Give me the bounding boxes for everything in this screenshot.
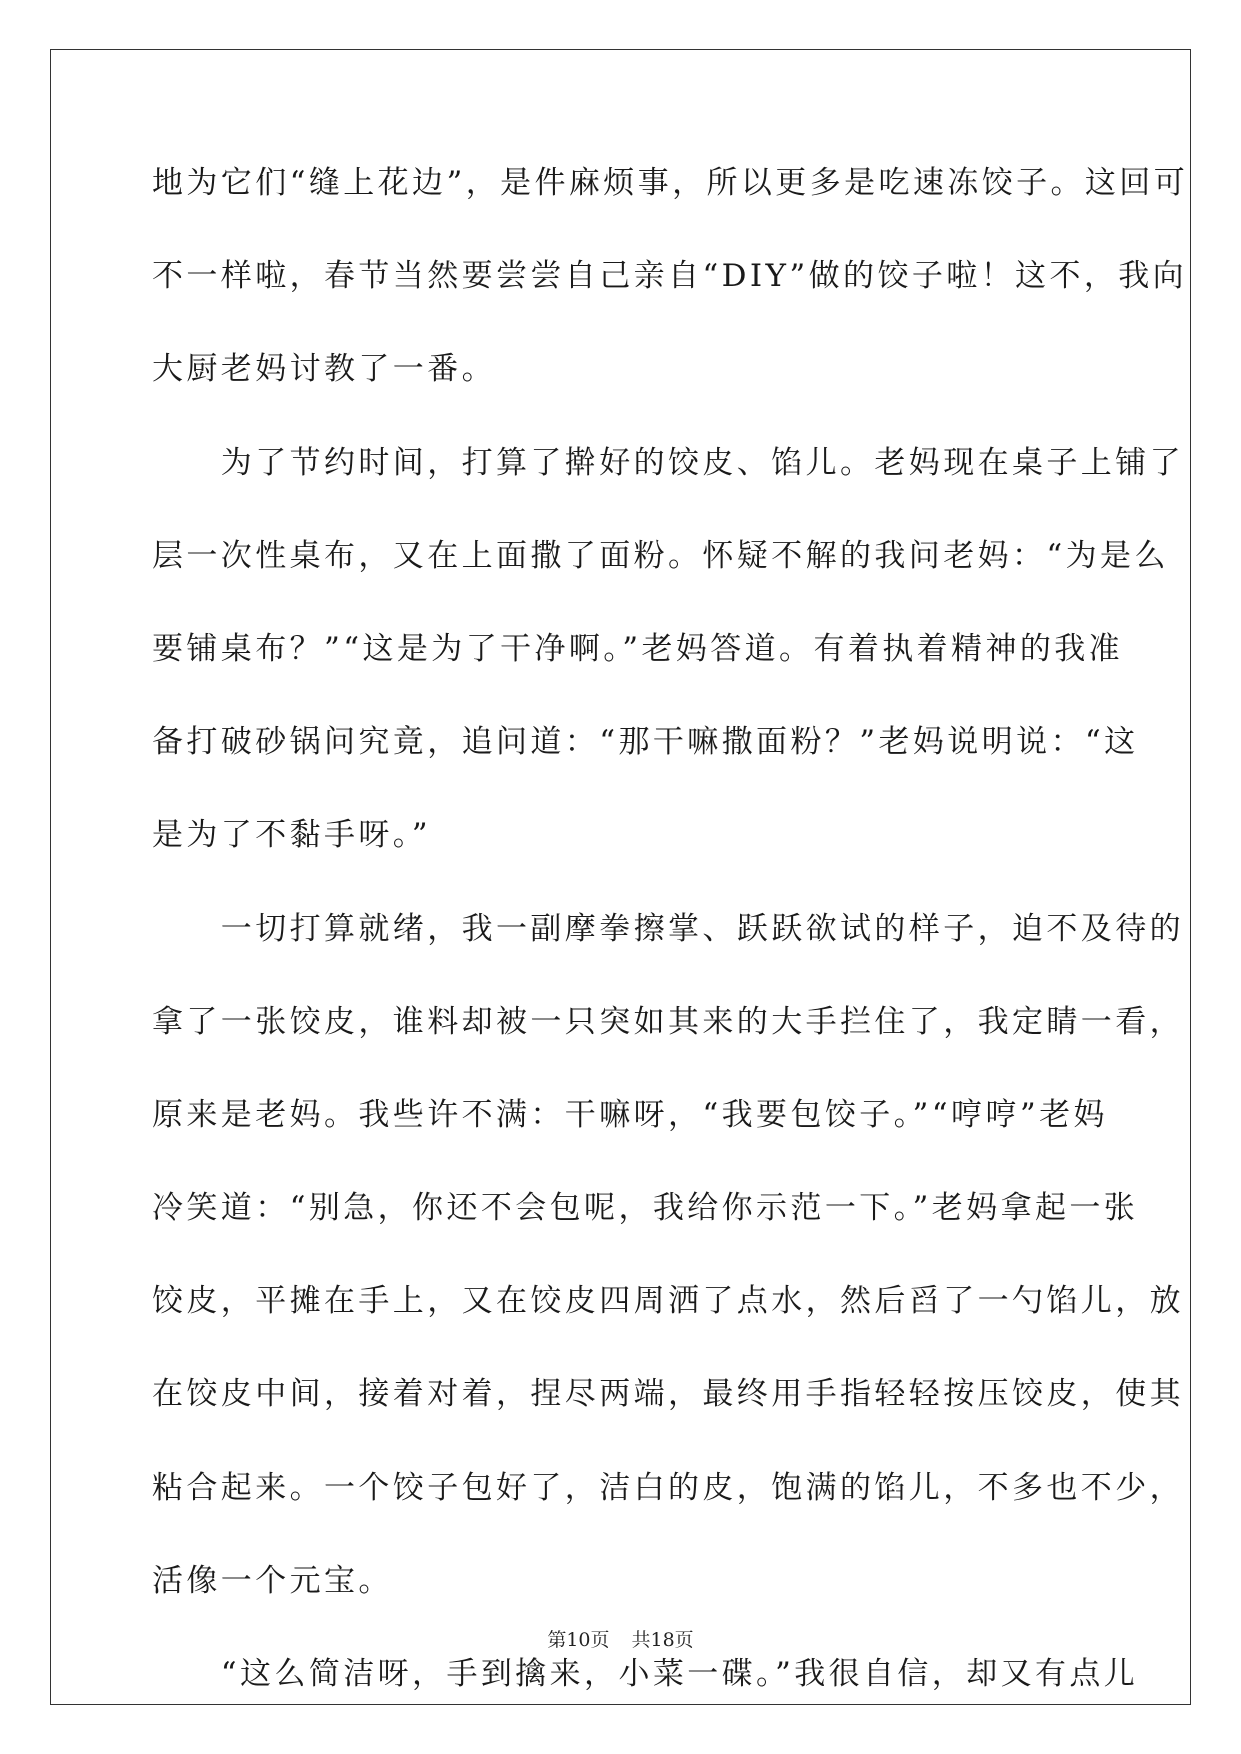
text-line: 拿了一张饺皮，谁料却被一只突如其来的大手拦住了，我定睛一看， <box>152 1003 1184 1040</box>
page-number-current: 第10页 <box>547 1629 610 1651</box>
text-line: 在饺皮中间，接着对着，捏尽两端，最终用手指轻轻按压饺皮，使其 <box>152 1376 1184 1413</box>
text-line: 大厨老妈讨教了一番。 <box>152 351 496 388</box>
text-line: 为了节约时间，打算了擀好的饺皮、馅儿。老妈现在桌子上铺了 <box>152 444 1184 481</box>
text-line: 冷笑道：“别急，你还不会包呢，我给你示范一下。”老妈拿起一张 <box>152 1190 1139 1227</box>
text-line: 一切打算就绪，我一副摩拳擦掌、跃跃欲试的样子，迫不及待的 <box>152 910 1184 947</box>
body-text <box>152 154 1189 1738</box>
text-line: 不一样啦，春节当然要尝尝自己亲自“DIY”做的饺子啦！这不，我向 <box>152 258 1188 295</box>
text-line: 活像一个元宝。 <box>152 1562 393 1599</box>
text-line: 饺皮，平摊在手上，又在饺皮四周洒了点水，然后舀了一勺馅儿，放 <box>152 1283 1184 1320</box>
text-line: 地为它们“缝上花边”，是件麻烦事，所以更多是吃速冻饺子。这回可 <box>152 165 1189 201</box>
text-line: 粘合起来。一个饺子包好了，洁白的皮，饱满的馅儿，不多也不少， <box>152 1469 1184 1506</box>
page-number-total: 共18页 <box>631 1629 694 1651</box>
text-line: “这么简洁呀，手到擒来，小菜一碟。”我很自信，却又有点儿 <box>152 1656 1139 1692</box>
text-line: 原来是老妈。我些许不满：干嘛呀，“我要包饺子。”“哼哼”老妈 <box>152 1096 1108 1133</box>
text-line: 要铺桌布？”“这是为了干净啊。”老妈答道。有着执着精神的我准 <box>152 630 1124 667</box>
text-line: 层一次性桌布，又在上面撒了面粉。怀疑不解的我问老妈：“为是么 <box>152 537 1169 574</box>
text-line: 备打破砂锅问究竟，追问道：“那干嘛撒面粉？”老妈说明说：“这 <box>152 724 1139 761</box>
page-footer <box>0 1628 1241 1652</box>
text-line: 是为了不黏手呀。” <box>152 817 431 854</box>
